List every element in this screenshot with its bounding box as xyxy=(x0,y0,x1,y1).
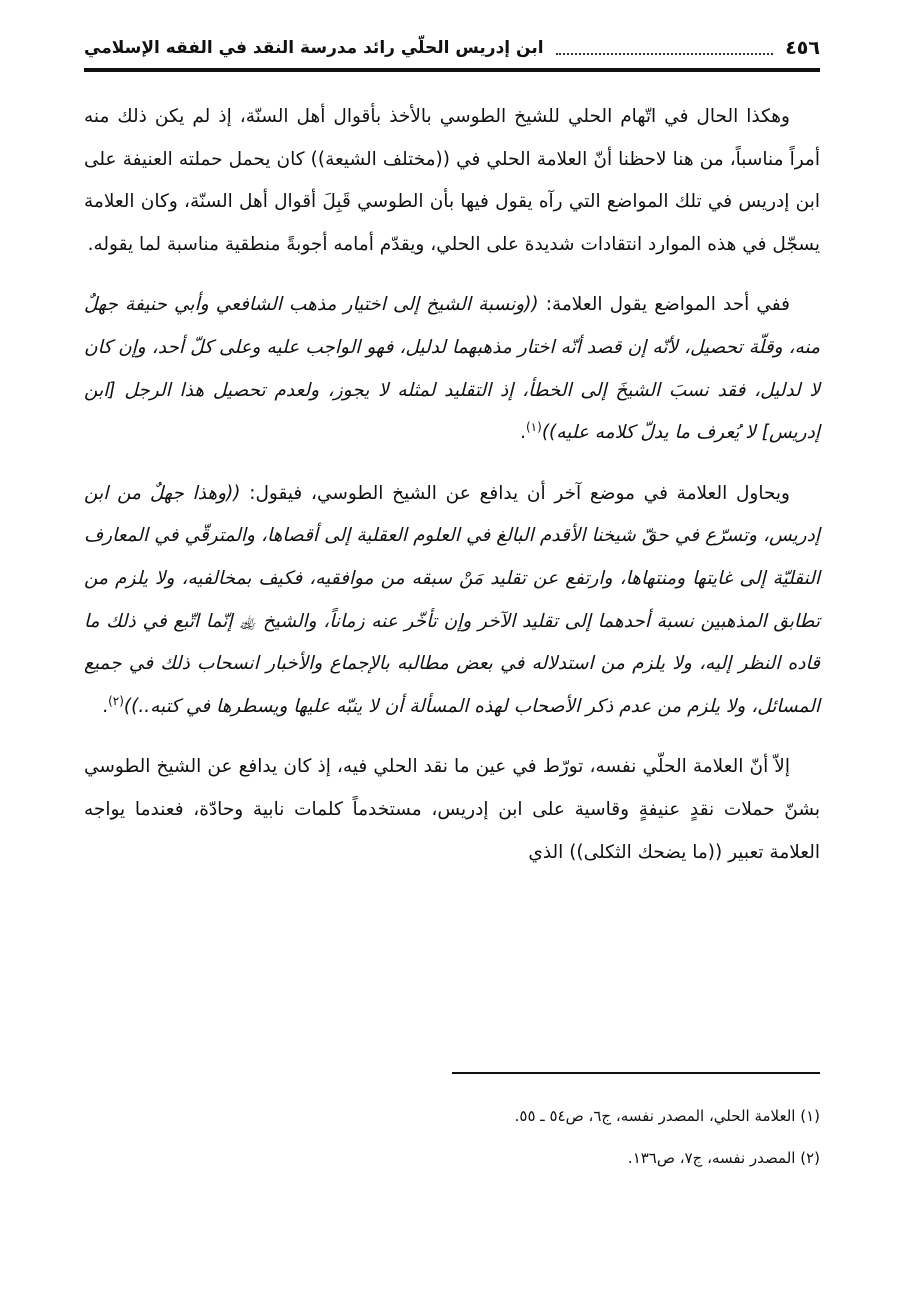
running-header-title: ابن إدريس الحلّي رائد مدرسة النقد في الفقه الإسلامي xyxy=(84,38,544,58)
footnote-divider xyxy=(452,1072,820,1074)
paragraph-2-lead: ففي أحد المواضع يقول العلامة: xyxy=(538,294,790,316)
paragraph-4: إلاّ أنّ العلامة الحلّي نفسه، تورّط في عين ما نقد الحلي فيه، إذ كان يدافع عن الشيخ الطوسي بشنّ حملات نقدٍ عنيفةٍ وقاسية على ابن إدريس، مستخدماً كلمات نابية وحادّة، فعندما يواجه العلامة تعبير ((ما يضحك الثكلى)) الذي xyxy=(84,756,820,863)
paragraph-3 xyxy=(84,473,820,729)
footnote-ref-2: (٢) xyxy=(108,693,124,708)
paragraph-3-lead: ويحاول العلامة في موضع آخر أن يدافع عن الشيخ الطوسي، فيقول: xyxy=(240,482,790,504)
paragraph-3-quote: ((وهذا جهلٌ من ابن إدريس، وتسرّع في حقّ شيخنا الأقدم البالغ في العلوم العقلية إلى أقصاها، والمترقّي في المعارف النقليّة إلى غايتها ومنتهاها، وارتفع عن تقليد مَنْ سبقه من موافقيه، فكيف بمخالفيه، ولا يلزم من تطابق المذهبين نسبة أحدهما إلى تقليد الآخر وإن تأخّر عنه زماناً، والشيخ ﵀ إنّما اتّبع في ذلك ما قاده النظر إليه، ولا يلزم من استدلاله في بعض مطالبه بالإجماع والأخبار انسحاب ذلك في جميع المسائل، ولا يلزم من عدم ذكر الأصحاب لهذه المسألة أن لا ينبّه عليها ويسطرها في كتبه..)) xyxy=(84,482,820,717)
paragraph-2-tail: . xyxy=(520,422,526,444)
running-header xyxy=(84,28,820,72)
footnote-ref-1: (١) xyxy=(525,420,542,434)
paragraph-1: وهكذا الحال في اتّهام الحلي للشيخ الطوسي بالأخذ بأقوال أهل السنّة، إذ لم يكن ذلك منه أمراً مناسباً، من هنا لاحظنا أنّ العلامة الحلي في ((مختلف الشيعة)) كان يحمل حملته العنيفة على ابن إدريس في تلك المواضع التي رآه يقول فيها بأن الطوسي قَبِلَ أقوال أهل السنّة، وكان العلامة يسجّل في هذه الموارد انتقادات شديدة على الحلي، ويقدّم أمامه أجوبةً منطقية مناسبة لما يقوله. xyxy=(84,106,820,255)
paragraph-2-quote: ((ونسبة الشيخ إلى اختيار مذهب الشافعي وأبي حنيفة جهلٌ منه، وقلّة تحصيل، لأنّه إن قصد أنّه اختار مذهبهما لدليل، فهو الواجب عليه وعلى كلّ أحد، وإن كان لا لدليل، فقد نسبَ الشيخَ إلى الخطأ، إذ التقليد لمثله لا يجوز، ولعدم تحصيل هذا الرجل [ابن إدريس] لا يُعرف ما يدلّ كلامه عليه)) xyxy=(84,294,820,444)
leader-dots xyxy=(556,41,774,55)
body-text xyxy=(84,96,820,874)
footnote-2: (٢) المصدر نفسه، ج٧، ص١٣٦. xyxy=(627,1149,820,1167)
paragraph-3-tail: . xyxy=(102,695,109,717)
paragraph-2 xyxy=(84,284,820,454)
footnote-1: (١) العلامة الحلي، المصدر نفسه، ج٦، ص٥٤ ـ ٥٥. xyxy=(514,1107,820,1125)
footnotes xyxy=(84,1095,820,1179)
page-number: ٤٥٦ xyxy=(785,37,820,59)
